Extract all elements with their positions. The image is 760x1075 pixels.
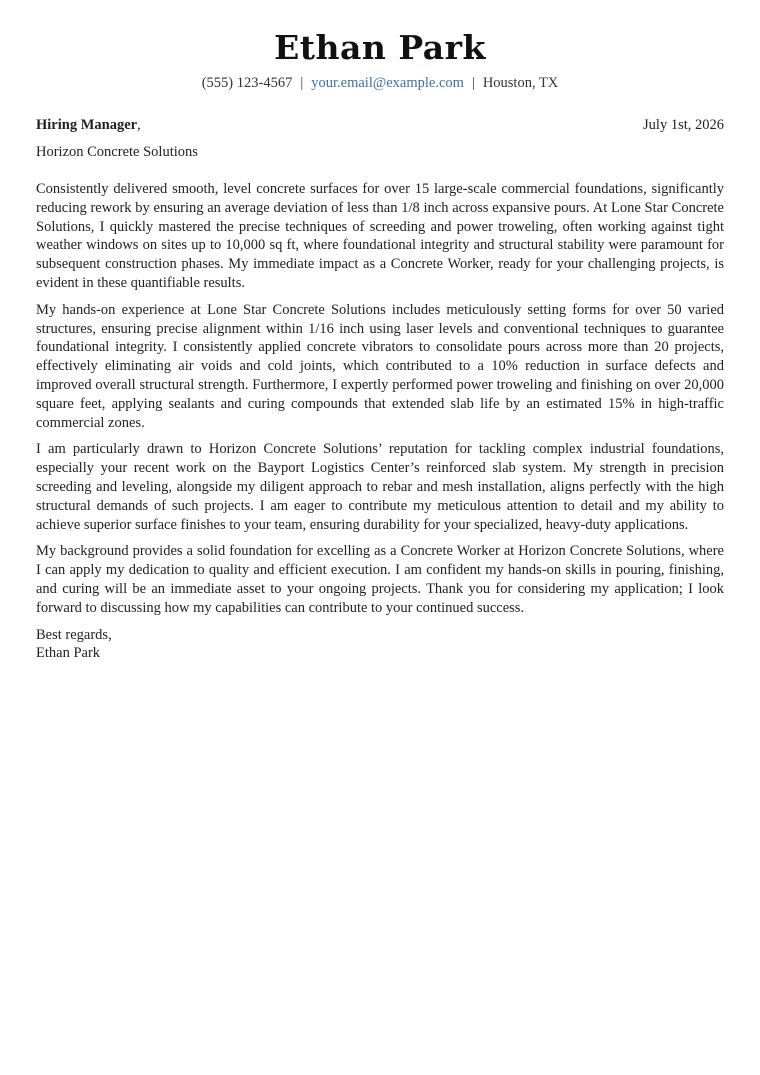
phone-number: (555) 123-4567 [201, 75, 293, 91]
recipient-company: Horizon Concrete Solutions [36, 144, 198, 160]
applicant-name: Ethan Park [274, 28, 486, 67]
recipient-date-row [36, 116, 724, 134]
body-paragraph: My hands-on experience at Lone Star Concrete Solutions includes meticulously setting forms for over 50 varied structures, ensuring precise alignment within 1/16 inch using laser levels and conventional techniques to guarantee foundational integrity. I consistently applied concrete vibrators to consolidate pours across more than 20 projects, effectively eliminating air voids and cold joints, which contributed to a 10% reduction in surface defects and improved overall structural strength. Furthermore, I expertly performed power troweling and finishing on over 20,000 square feet, applying sealants and curing compounds that extended slab life by an estimated 15% in high-traffic commercial zones. [36, 301, 724, 431]
separator: | [300, 75, 304, 91]
contact-line [36, 74, 724, 92]
recipient-suffix: , [137, 117, 141, 133]
closing-block [36, 626, 724, 664]
email-link[interactable]: your.email@example.com [311, 75, 464, 91]
closing-signature: Ethan Park [36, 645, 101, 662]
closing-salutation: Best regards, [36, 626, 112, 643]
letter-date: July 1st, 2026 [643, 117, 724, 133]
body-paragraph: My background provides a solid foundation for excelling as a Concrete Worker at Horizon Concrete Solutions, where I can apply my dedication to quality and efficient execution. I am confident my hands-on skills in pouring, finishing, and curing will be an immediate asset to your ongoing projects. Thank you for considering my application; I look forward to discussing how my capabilities can contribute to your continued success. [36, 543, 724, 616]
body-paragraph: I am particularly drawn to Horizon Concrete Solutions’ reputation for tackling complex industrial foundations, especially your recent work on the Bayport Logistics Center’s reinforced slab system. My strength in precision screeding and leveling, alongside my diligent approach to rebar and mesh installation, aligns perfectly with the high structural demands of such projects. I am eager to contribute my meticulous attention to detail and my ability to achieve superior surface finishes to your team, ensuring durability for your specialized, heavy-duty applications. [36, 441, 724, 533]
location: Houston, TX [482, 75, 559, 91]
recipient-line [36, 116, 141, 134]
separator: | [471, 75, 475, 91]
letter-body [36, 180, 724, 618]
recipient-name: Hiring Manager [36, 117, 138, 133]
body-paragraph: Consistently delivered smooth, level concrete surfaces for over 15 large-scale commercial foundations, significantly reducing rework by ensuring an average deviation of less than 1/8 inch across expansive pours. At Lone Star Concrete Solutions, I quickly mastered the precise techniques of screeding and power troweling, often working against tight weather windows on sites up to 10,000 sq ft, where foundational integrity and structural stability were paramount for subsequent construction phases. My immediate impact as a Concrete Worker, ready for your challenging projects, is evident in these quantifiable results. [36, 181, 724, 291]
